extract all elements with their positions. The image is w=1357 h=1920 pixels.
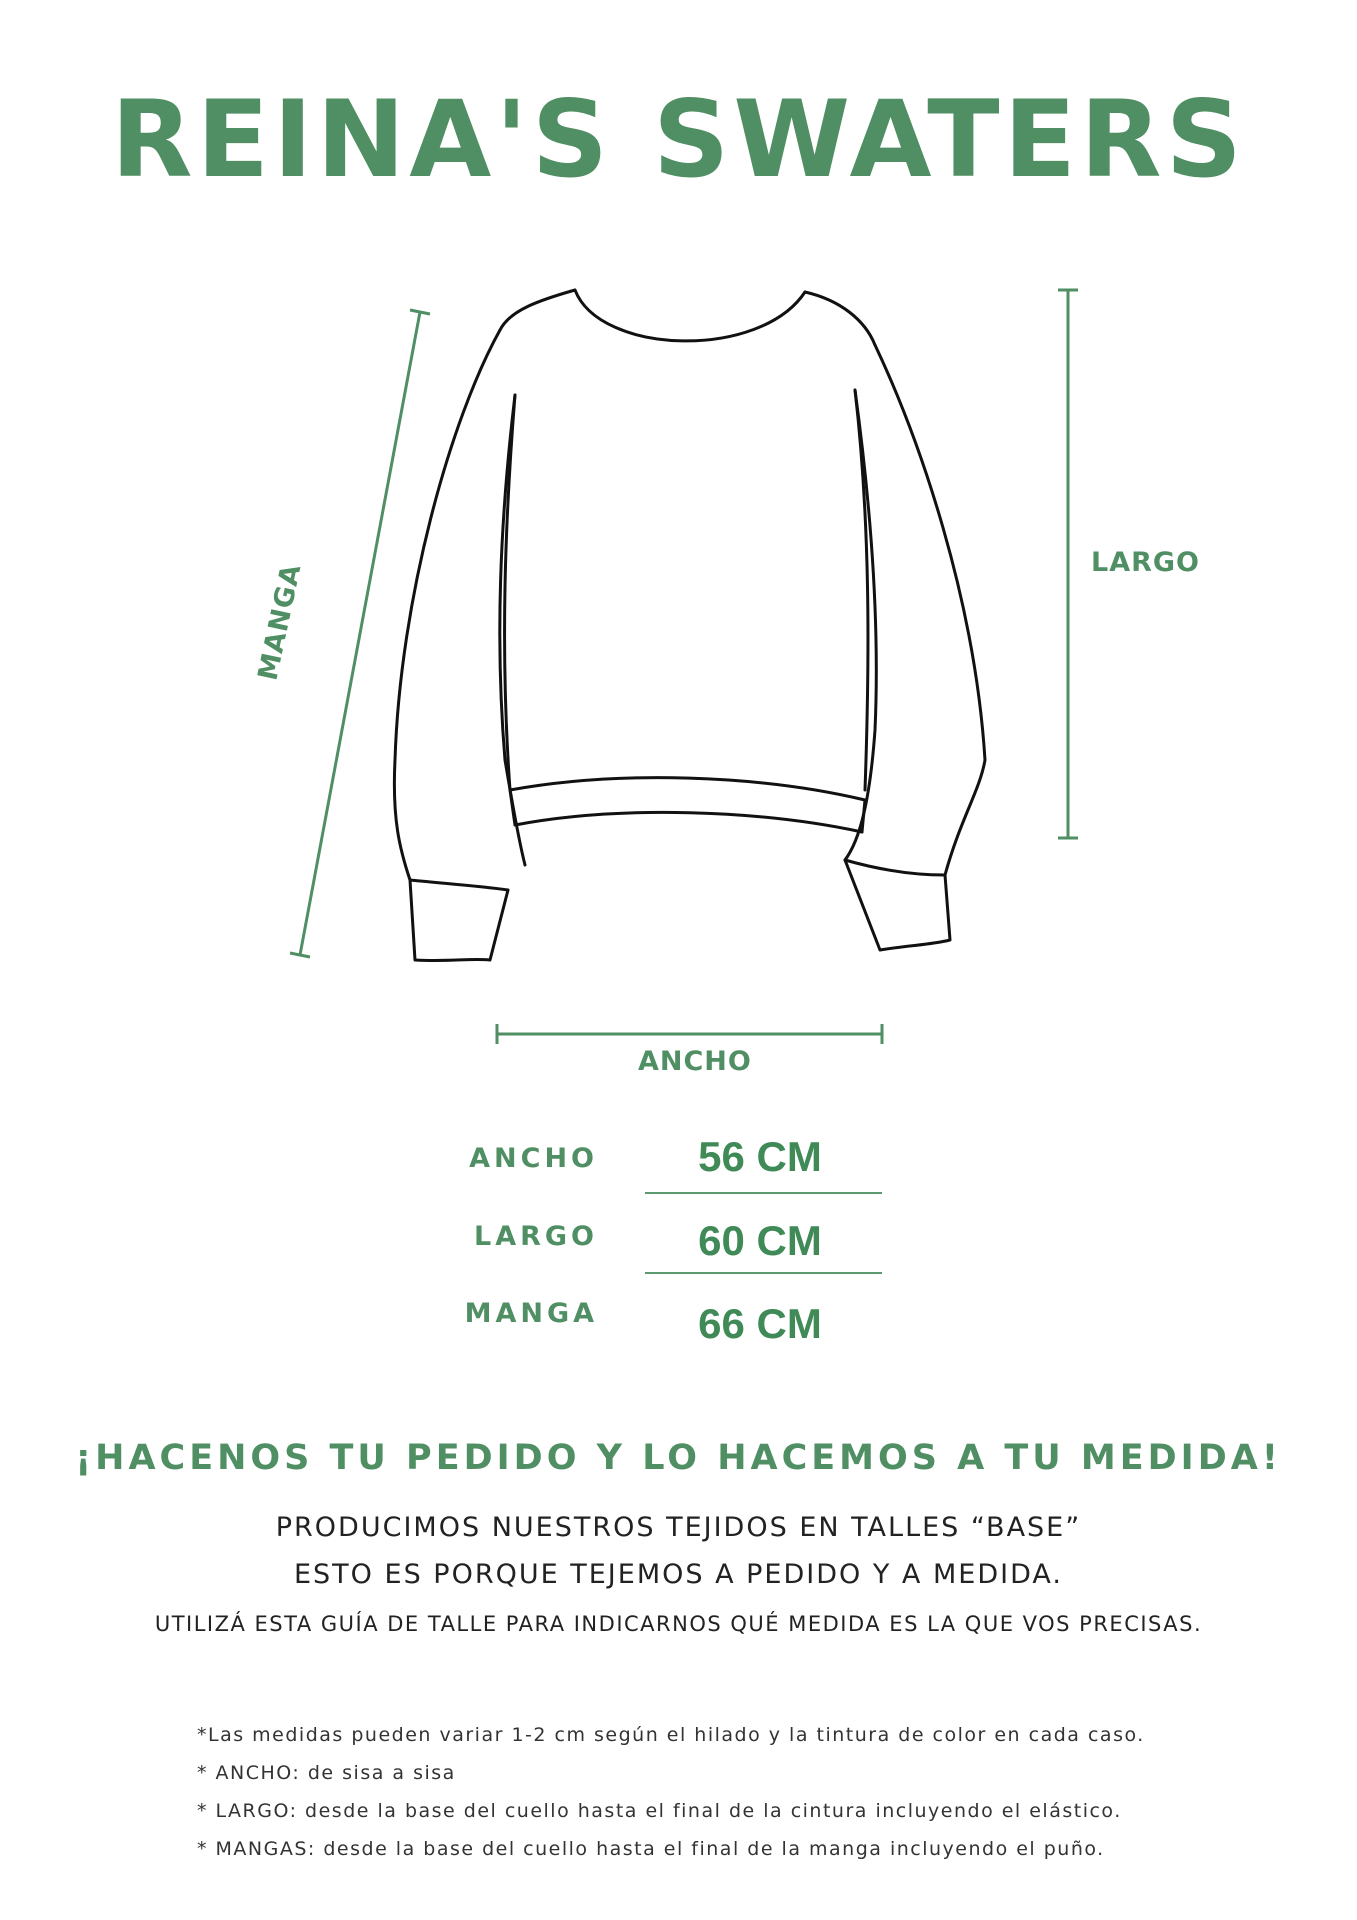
body-line-2: ESTO ES PORQUE TEJEMOS A PEDIDO Y A MEDIDA. [293, 1559, 1063, 1590]
left-shoulder [500, 290, 575, 330]
right-sleeve-outer [875, 345, 985, 875]
right-shoulder [805, 292, 875, 345]
sweater-drawing [394, 290, 985, 961]
body-left-side [505, 395, 515, 790]
largo-guide [1058, 290, 1078, 838]
body-line-1: PRODUCIMOS NUESTROS TEJIDOS EN TALLES “BASE” [275, 1512, 1082, 1543]
waistband-bottom [515, 812, 862, 832]
body-right-side [855, 390, 868, 790]
left-sleeve-outer [394, 330, 500, 880]
footnote: * MANGAS: desde la base del cuello hasta el final de la manga incluyendo el puño. [197, 1838, 1105, 1860]
manga-guide [290, 310, 430, 957]
measurement-value-ancho: 56 CM [698, 1133, 822, 1180]
ancho-label: ANCHO [638, 1046, 752, 1077]
left-cuff [410, 880, 508, 961]
order-headline: ¡HACENOS TU PEDIDO Y LO HACEMOS A TU MEDIDA! [75, 1438, 1282, 1478]
waistband-top [510, 778, 865, 800]
measurement-label-ancho: ANCHO [469, 1143, 598, 1174]
footnote: *Las medidas pueden variar 1-2 cm según el hilado y la tintura de color en cada caso. [197, 1724, 1145, 1746]
measurement-divider [645, 1192, 882, 1194]
footnote: * ANCHO: de sisa a sisa [197, 1762, 456, 1784]
measurement-label-largo: LARGO [473, 1221, 598, 1252]
ancho-guide [497, 1024, 882, 1044]
largo-label: LARGO [1091, 547, 1201, 578]
body-line-3: UTILIZÁ ESTA GUÍA DE TALLE PARA INDICARNOS QUÉ MEDIDA ES LA QUE VOS PRECISAS. [154, 1612, 1203, 1636]
manga-label: MANGA [252, 560, 308, 684]
measurement-value-largo: 60 CM [698, 1217, 822, 1264]
measurement-value-manga: 66 CM [698, 1300, 822, 1347]
measurement-divider [645, 1272, 882, 1274]
measurement-label-manga: MANGA [464, 1298, 598, 1329]
sweater-neckline [575, 290, 805, 341]
brand-title: REINA'S SWATERS [111, 78, 1246, 201]
footnote: * LARGO: desde la base del cuello hasta el final de la cintura incluyendo el elástico. [197, 1800, 1122, 1822]
